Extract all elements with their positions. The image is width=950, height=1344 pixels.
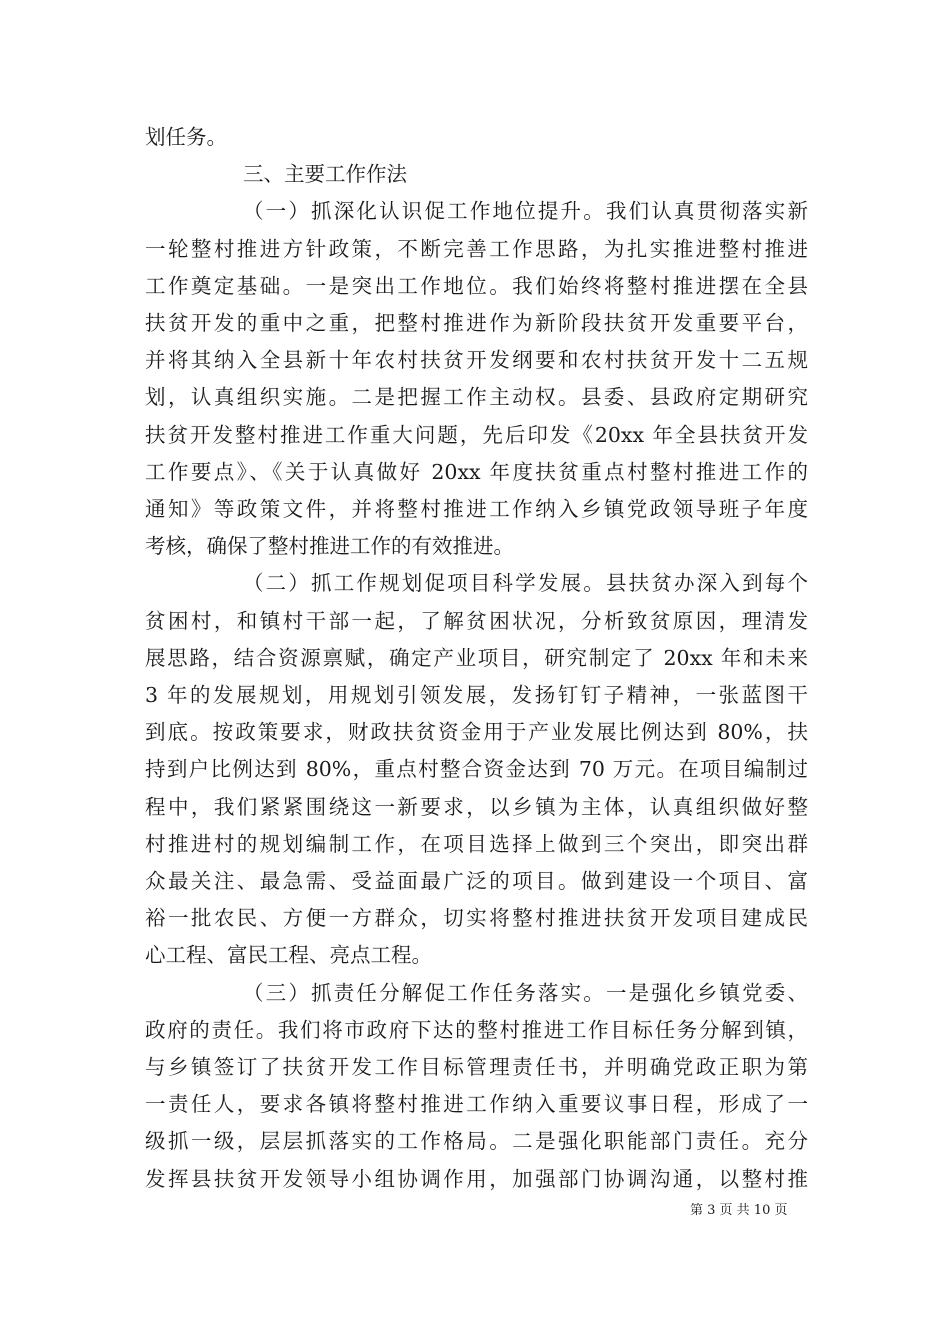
text-line: 工作要点》、《关于认真做好 20xx 年度扶贫重点村整村推进工作的 xyxy=(145,460,808,484)
text-line: 并将其纳入全县新十年农村扶贫开发纲要和农村扶贫开发十二五规 xyxy=(145,348,808,372)
text-line: 划，认真组织实施。二是把握工作主动权。县委、县政府定期研究 xyxy=(145,385,808,409)
text-line: 展思路，结合资源禀赋，确定产业项目，研究制定了 20xx 年和未来 xyxy=(145,646,808,670)
text-line: 扶贫开发的重中之重，把整村推进作为新阶段扶贫开发重要平台， xyxy=(145,311,808,335)
text-line: 众最关注、最急需、受益面最广泛的项目。做到建设一个项目、富 xyxy=(145,869,808,893)
text-line: 贫困村，和镇村干部一起，了解贫困状况，分析致贫原因，理清发 xyxy=(145,609,808,633)
paragraph-first-line: （三）抓责任分解促工作任务落实。一是强化乡镇党委、 xyxy=(243,981,808,1005)
text-line: 工作奠定基础。一是突出工作地位。我们始终将整村推进摆在全县 xyxy=(145,274,808,298)
text-line: 考核，确保了整村推进工作的有效推进。 xyxy=(145,534,514,558)
paragraph-first-line: （一）抓深化认识促工作地位提升。我们认真贯彻落实新 xyxy=(243,199,808,223)
text-line: 到底。按政策要求，财政扶贫资金用于产业发展比例达到 80%，扶 xyxy=(145,720,808,744)
page-number-footer: 第 3 页 共 10 页 xyxy=(690,1203,788,1218)
text-line: 村推进村的规划编制工作，在项目选择上做到三个突出，即突出群 xyxy=(145,832,808,856)
section-heading: 三、主要工作作法 xyxy=(243,162,407,186)
text-line: 政府的责任。我们将市政府下达的整村推进工作目标任务分解到镇， xyxy=(145,1018,808,1042)
paragraph-first-line: （二）抓工作规划促项目科学发展。县扶贫办深入到每个 xyxy=(243,571,808,595)
text-line: 程中，我们紧紧围绕这一新要求，以乡镇为主体，认真组织做好整 xyxy=(145,795,808,819)
text-line: 划任务。 xyxy=(145,125,227,149)
text-line: 级抓一级，层层抓落实的工作格局。二是强化职能部门责任。充分 xyxy=(145,1129,808,1153)
text-line: 心工程、富民工程、亮点工程。 xyxy=(145,943,432,967)
text-line: 扶贫开发整村推进工作重大问题，先后印发《20xx 年全县扶贫开发 xyxy=(145,423,808,447)
text-line: 持到户比例达到 80%，重点村整合资金达到 70 万元。在项目编制过 xyxy=(145,757,808,781)
text-line: 裕一批农民、方便一方群众，切实将整村推进扶贫开发项目建成民 xyxy=(145,906,808,930)
text-line: 发挥县扶贫开发领导小组协调作用，加强部门协调沟通，以整村推 xyxy=(145,1167,808,1191)
text-line: 一责任人，要求各镇将整村推进工作纳入重要议事日程，形成了一 xyxy=(145,1092,808,1116)
text-line: 通知》等政策文件，并将整村推进工作纳入乡镇党政领导班子年度 xyxy=(145,497,808,521)
text-line: 与乡镇签订了扶贫开发工作目标管理责任书，并明确党政正职为第 xyxy=(145,1055,808,1079)
text-line: 3 年的发展规划，用规划引领发展，发扬钉钉子精神，一张蓝图干 xyxy=(145,683,808,707)
text-line: 一轮整村推进方针政策，不断完善工作思路，为扎实推进整村推进 xyxy=(145,237,808,261)
